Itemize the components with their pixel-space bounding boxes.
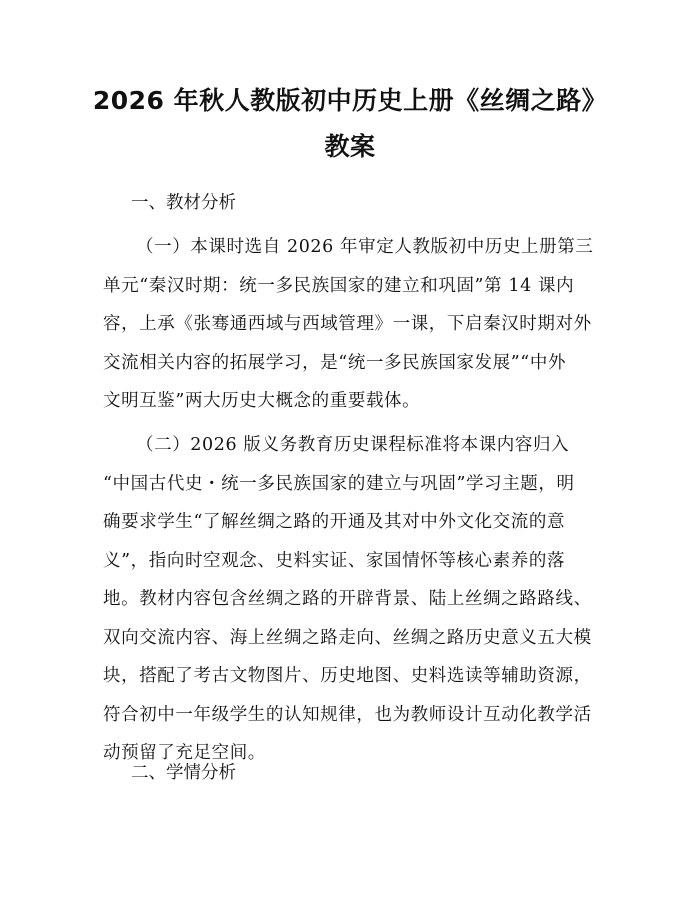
paragraph-1-line: 容，上承《张骞通西域与西域管理》一课，下启秦汉时期对外 — [103, 314, 592, 334]
section-heading-student-analysis: 二、学情分析 — [131, 763, 236, 783]
section-heading-textbook-analysis: 一、教材分析 — [131, 193, 236, 213]
paragraph-2-line: 双向交流内容、海上丝绸之路走向、丝绸之路历史意义五大模 — [103, 627, 592, 648]
document-title-line-2: 教案 — [324, 132, 376, 161]
paragraph-1-line: 交流相关内容的拓展学习，是“统一多民族国家发展”“中外 — [103, 352, 567, 373]
paragraph-2-line: 确要求学生“了解丝绸之路的开通及其对中外文化交流的意 — [103, 512, 566, 532]
paragraph-2-line: “中国古代史・统一多民族国家的建立与巩固”学习主题，明 — [103, 473, 575, 494]
paragraph-1-line: 文明互鉴”两大历史大概念的重要载体。 — [103, 391, 421, 411]
paragraph-1-line: 单元“秦汉时期：统一多民族国家的建立和巩固”第 14 课内 — [103, 275, 575, 296]
document-title-line-1: 2026 年秋人教版初中历史上册《丝绸之路》 — [92, 86, 608, 115]
paragraph-2-line: 块，搭配了考古文物图片、历史地图、史料选读等辅助资源， — [103, 666, 592, 686]
paragraph-2-line: 动预留了充足空间。 — [103, 743, 266, 763]
paragraph-2-line: （二）2026 版义务教育历史课程标准将本课内容归入 — [136, 435, 570, 455]
paragraph-1-line: （一）本课时选自 2026 年审定人教版初中历史上册第三 — [136, 237, 594, 257]
paragraph-2-line: 符合初中一年级学生的认知规律，也为教师设计互动化教学活 — [103, 704, 592, 725]
paragraph-2 — [103, 426, 603, 773]
paragraph-1 — [103, 228, 603, 421]
paragraph-2-line: 地。教材内容包含丝绸之路的开辟背景、陆上丝绸之路路线、 — [103, 589, 592, 609]
paragraph-2-line: 义”，指向时空观念、史料实证、家国情怀等核心素养的落 — [103, 550, 566, 571]
